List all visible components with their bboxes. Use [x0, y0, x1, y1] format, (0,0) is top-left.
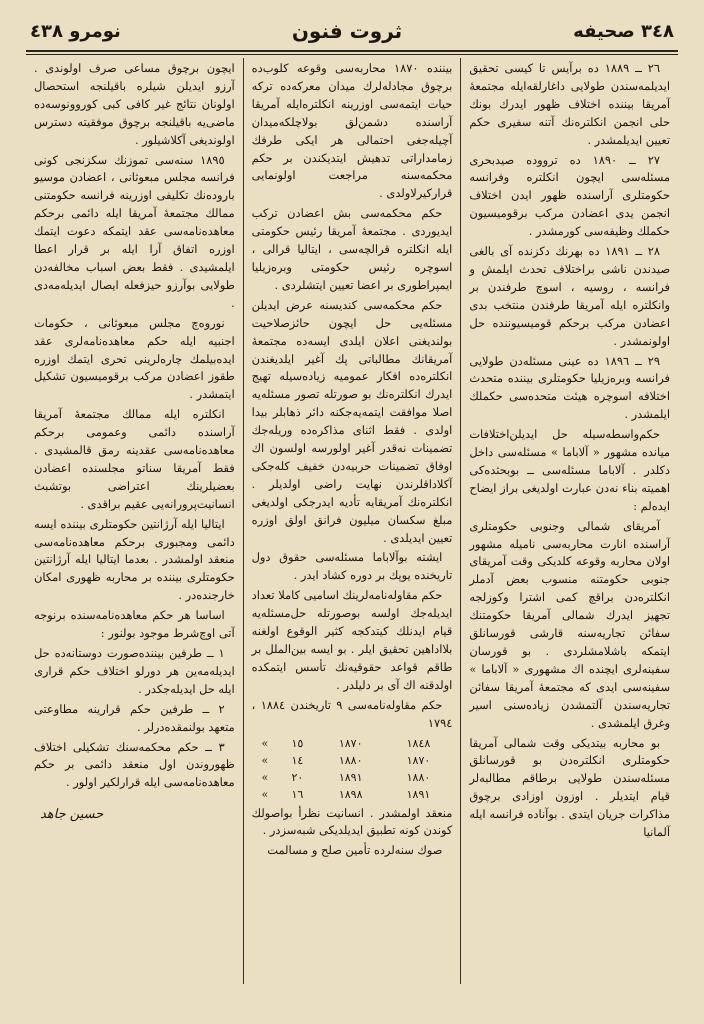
header-rule — [26, 50, 678, 55]
paragraph: نوروەچ مجلس مبعوثانى ، حكومات اجنبيه ايله حكم معاهده‌نامه‌لرى عقد ايده‌بيلمك چارەلرينى تحرى ايتمك اوزره طقوز اعضادن مركب برقوميسيون تشكيل ايتمشدر . — [33, 315, 235, 402]
paragraph: ١٨٩٥ سنه‌سى تموزنك سكزنجى كونى فرانسه مجلس مبعوثانى ، اعضادن موسيو بارودەنك تكليفى اوزرينه فرانسه حكومتنى ممالك مجتمعه‌ٔ آمريقا ايله دائمى برحكم معاهده‌نامه‌سى عقد ايتمكه دعوت ايتمك اوزره اتفاق آرا ايله بر قرار اعطا ايلمشيدى . فقط بعض اسباب مخالفەدن طولايى بوآرزو حيزفعله ايصال ايديلەمەدى . — [33, 152, 235, 310]
table-cell: ١٦ — [291, 787, 304, 801]
paragraph: منعقد اولمشدر . انسانيت نظرأ بواصولك كوندن كونه تطبيق ايديلديكى شبه‌سزدر . — [251, 805, 453, 838]
table-row — [252, 786, 453, 803]
paragraph: بو محاربه بيتديكى وقت شمالى آمريقا حكومتلرى انكلتره‌دن بو قورسانلق مسئله‌سندن طولايى برطاقم مطالبه‌لر قيام ايتديلر . اوزون اوزادى برچوق مذاكرات جريان ايتدى . بوآناده فرانسه ايله آلمانيا — [469, 735, 670, 840]
table-cell: ١٨٩٨ — [338, 787, 363, 801]
column-middle — [244, 58, 462, 984]
paragraph: حكم مقاوله‌نامه‌سى ٩ تاريخندن ١٨٨٤ ، ١٧٩٤ — [251, 697, 453, 730]
paragraph: ٢٦ ــ ١٨٨٩ ده برآيس تا كيسى تحقيق ايديلمه‌سندن طولايى داغارلقه‌ايله مجتمعه‌ٔ آمريقا بيننده اختلاف ظهور ايدرك بونك حلى انجمن انكلتره‌نك آتنه سفيرى حكم تعيين ايديلمشدر . — [469, 61, 670, 147]
table-cell: ١٥ — [291, 736, 304, 750]
paragraph: ٢٧ ــ ١٨٩٠ ده ترووده صيدبحرى مسئله‌سى ايچون انكلتره وفرانسه حكومتلرى آراسنده ظهور ايدن اختلاف انجمن يدى اعضادن مركب برقوميسيون حكملك وظيفه‌سى كورمشدر . — [469, 152, 670, 239]
issue-number: نومرو ٤٣٨ — [30, 20, 121, 42]
table-cell: ١٨٧٠ — [406, 753, 431, 767]
table-cell: » — [261, 770, 269, 784]
paragraph: ٢٩ ــ ١٨٩٦ ده عينى مسئله‌دن طولايى فرانسه وبرەزيليا حكومتلرى بيننده متحدث اختلافه اسوچره هيئت متحده‌سى حكملك ايلمشدر . — [469, 353, 670, 422]
paragraph: ايشته بوآلاباما مسئله‌سى حقوق دول تاريخنده يوپك بر دوره كشاد ايدر . — [251, 550, 453, 583]
table-cell: ١٨٩١ — [338, 770, 363, 784]
paragraph: آمريقاى شمالى وجنوبى حكومتلرى آراسنده انارت محاربه‌سى ناميله مشهور اولان محاربه وقوعه كلديكى وقت آمريقاى جنوبى حكومتنه منسوب بعض آدملر انكلتره‌دن براقچ كمى اشترا وكوزلجه تجهيز ايدرك شمالى آمريقا حكومتنك سفائن تجاريه‌سنه قارشى قورسانلق ايتمكه باشلامشلردى . بو قورسان سفينه‌لرى ايچنده اك مشهورى « آلاباما » سفينه‌سى ايدى كه مجتمعه‌ٔ آمريقا سفائن تجاريه‌سندن آلتمشدن زياده‌سنى اسير وغرق ايلمشدى . — [469, 518, 670, 730]
paragraph: صوك سنەلرده تأمين صلح و مسالمت — [267, 843, 443, 858]
text-columns — [26, 58, 678, 984]
paragraph: حكم محكمه‌سى بش اعضادن تركب ايديوردى . مجتمعه‌ٔ آمريقا رئيس حكومتى ايله انكلتره قرالچه‌سى ، ايتاليا قرالى ، اسوچره رئيس حكومتى وبرەزيليا ايمپراطورى بر اعضا تعيين ايتشلردى . — [251, 206, 453, 292]
paragraph: بيننده ١٨٧٠ محاربه‌سى وقوعه كلوب‌ده برچوق مجادله‌لرك ميدان معركه‌ده تركه حيات ايتمه‌سى اوزرينه انكلتره‌ايله آمريقا آراسنده دشمن‌لق بولاچلكه‌ميدان آچيله‌جغى احتمالى هر ايكى طرفك زمامداراتى تدهيش ايتديكندن بر حكم محكمه‌سنه مراجعت اولونمايى قراركيرلاولدى . — [251, 61, 453, 201]
page-number: ٣٤٨ صحيفه — [573, 20, 674, 42]
table-cell: ٢٠ — [291, 770, 304, 784]
journal-title: ثروت فنون — [291, 19, 403, 43]
paragraph: ايتاليا ايله آرژانتين حكومتلرى بيننده ايسه دائمى ومجبورى برحكم معاهده‌نامه‌سى منعقد اولمشدر . بعدما ايتاليا ايله آرژانتين حكومتلرى بيننده بر محاربه ظهورى امكان خارجنده‌در . — [33, 516, 235, 603]
table-row — [252, 769, 453, 786]
table-cell: ١٨٧٠ — [338, 736, 363, 750]
paragraph: ٣ ــ حكم محكمه‌سنك تشكيلى اختلاف ظهوروندن اول منعقد دائمى بر حكم معاهده‌نامه‌سى ايله قرارلكير اولور . — [33, 739, 235, 790]
arbitration-table — [252, 735, 453, 803]
paragraph: حكم‌واسطه‌سيله حل ايديلن‌اختلافات ميانده مشهور « آلاباما » مسئله‌سى داخل دكلدر . آلاباما مسئله‌سى ــ بوبحثدەكى اهميته بناء نەدن عبارت اولديغى براز ايضاح ايدەلم : — [469, 427, 670, 513]
paragraph: انكلتره ايله ممالك مجتمعه‌ٔ آمريقا آراسنده دائمى وعمومى برحكم معاهده‌نامه‌سى عقدينه رمق قالمشيدى . فقط آمريقا سناتو مجلسنده اعضادن بعضيلرينك اعتراضى بوتشبث انسانيت‌پرورانه‌يى عقيم براقدى . — [33, 407, 235, 511]
table-cell: ١٨٨٠ — [338, 753, 363, 767]
column-left — [26, 58, 244, 984]
table-cell: ١٨٩١ — [406, 787, 431, 801]
paragraph: اساسا هر حكم معاهده‌نامه‌سنده برنوجه آتى اوچ‌شرط موجود بولنور : — [33, 608, 235, 641]
paragraph: ٢ ــ طرفين حكم قرارينه مطاوعتى متعهد بولنمقده‌درلر . — [33, 701, 235, 734]
table-cell: » — [261, 753, 269, 767]
table-cell: ١٨٤٨ — [406, 736, 431, 750]
column-right — [461, 58, 678, 984]
table-cell: » — [261, 736, 269, 750]
table-row — [252, 735, 453, 752]
paragraph: حكم مقاوله‌نامه‌لرينك اساميى كاملا تعداد ايديلەجك اولسه بوصورتله حل‌مسئله‌يه قيام ايدنلك كيتدكجه كثير الوقوع اولغنه بلااداهين تحقيق ايلر . بو ايسه بين‌الملل بر طاقم قواعد حقوقيه‌نك تأسس ايتمكده اولدقنه اك آى بر دليلدر . — [251, 588, 453, 692]
paragraph: حكم محكمه‌سى كنديسنه عرض ايديلن مسئله‌يى حل ايچون حائزصلاحيت بولنديغنى اعلان ايلدى ايسه‌ده مجتمعه‌ٔ آمريقانك مطالباتى پك آغير ايلديغندن انكلتره‌ده افكار عموميه زياده‌سيله تهيج ايدرك انكلتره‌نك بو صورتله تصور مسئله‌يه اصلا موافقت ايتمه‌يه‌جكنه دائر ذهابلر بيدا اولدى . فقط اثناى مذاكره‌ده وريله‌جك تضمينات نەقدر آغير اولورسه اولسون اك اوفاق تضمينات حربيه‌دن خفيف كله‌جكى آكلاداقلرندن نهايت راضى اولديلر . انكلتره‌نك آمريقايه تأديه ايدرجكى اولديغى مبلغ سكسان ميليون فرانق اولق اوزره تعيين ايديلدى . — [251, 297, 453, 545]
page-header — [30, 14, 674, 48]
paragraph: ١ ــ طرفين بيننده‌صورت دوستانه‌ده حل ايديلەمەين هر دورلو اختلاف حكم قرارى ايله حل ايديلەجكدر . — [33, 646, 235, 696]
paragraph: ٢٨ ــ ١٨٩١ ده بهرنك دكزنده آى بالغى صيدندن ناشى براختلاف تحدث ايلمش و فرانسه ، روسيه ، اسوچ طرفندن بر وانكلتره ايله آمريقا طرفندن منتخب بدى اعضادن مركب برحكم قوميسيوننده حل اولونمشدر . — [469, 244, 670, 348]
author-signature: حسين جاهد — [39, 807, 104, 823]
paragraph: ايچون برچوق مساعى صرف اولوندى . آرزو ايديلن شيلره باقيلنجه استحصال اولونان نتائج غير كافى كبى كوروونوسەده ماضى‌يه باقيلنجه برچوق موفقيته دسترس اولونديغى آكلاشيلور . — [33, 61, 235, 147]
table-cell: » — [261, 787, 269, 801]
table-cell: ١٤ — [291, 753, 304, 767]
table-row — [252, 752, 453, 769]
table-cell: ١٨٨٠ — [406, 770, 431, 784]
